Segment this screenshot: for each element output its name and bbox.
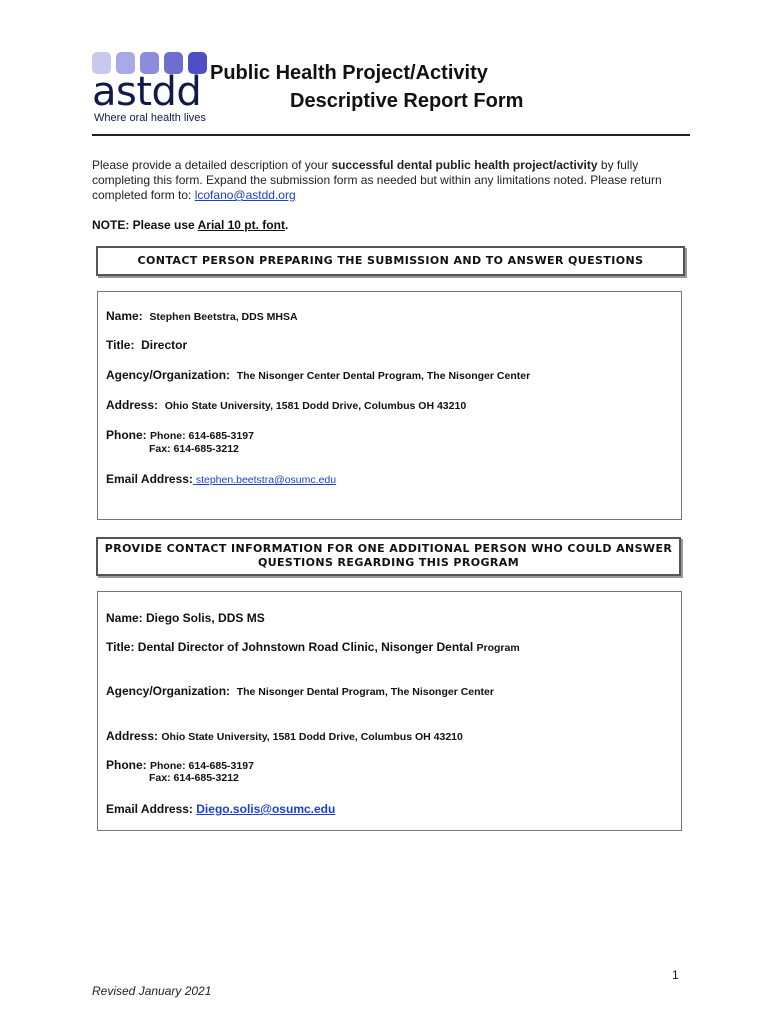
agency-label: Agency/Organization:	[106, 684, 231, 698]
page-number: 1	[672, 968, 679, 982]
title-label: Title:	[106, 338, 135, 352]
phone-value: Phone: 614-685-3197	[150, 430, 254, 442]
email-label: Email Address:	[106, 802, 193, 816]
intro-text-continued: by fully completing this form. Expand the submission form as needed but within any limitations noted. Please return completed form to:	[92, 158, 662, 202]
agency-row	[106, 368, 530, 382]
name-row	[106, 309, 298, 323]
title-tail: Program	[476, 642, 520, 654]
agency-row	[106, 684, 494, 698]
section2-header	[96, 537, 681, 576]
email-row	[106, 472, 336, 486]
title-row	[106, 338, 187, 352]
address-row	[106, 398, 466, 412]
agency-label: Agency/Organization:	[106, 368, 231, 382]
name-label: Name:	[106, 309, 143, 323]
fax-value: Fax: 614-685-3212	[149, 443, 239, 455]
note-end: .	[284, 218, 289, 232]
form-title-line2: Descriptive Report Form	[290, 90, 524, 112]
address-value: Ohio State University, 1581 Dodd Drive, Columbus OH 43210	[161, 731, 463, 743]
note-font: Arial 10 pt. font	[197, 218, 285, 232]
address-label: Address:	[106, 729, 159, 743]
email-link[interactable]: Diego.solis@osumc.edu	[196, 802, 336, 816]
fax-value: Fax: 614-685-3212	[149, 772, 239, 784]
phone-label: Phone:	[106, 428, 147, 442]
logo-tagline: Where oral health lives	[94, 112, 206, 124]
return-email-link[interactable]: lcofano@astdd.org	[194, 188, 296, 202]
email-row	[106, 802, 335, 816]
section1-contact-box	[97, 291, 682, 520]
intro-bold-text: successful dental public health project/activity	[331, 158, 598, 172]
address-row	[106, 729, 463, 743]
phone-value: Phone: 614-685-3197	[150, 760, 254, 772]
astdd-logo	[92, 52, 214, 128]
email-link[interactable]: stephen.beetstra@osumc.edu	[192, 474, 337, 486]
section2-header-line2: QUESTIONS REGARDING THIS PROGRAM	[257, 556, 520, 569]
intro-paragraph	[92, 158, 682, 203]
section1-header: CONTACT PERSON PREPARING THE SUBMISSION AND TO ANSWER QUESTIONS	[96, 246, 685, 276]
agency-value: The Nisonger Dental Program, The Nisonger Center	[236, 686, 494, 698]
phone-row	[106, 428, 254, 442]
email-label: Email Address:	[106, 472, 193, 486]
section2-contact-box	[97, 591, 682, 831]
name-row: Name: Diego Solis, DDS MS	[106, 611, 265, 625]
address-label: Address:	[106, 398, 159, 412]
note-label: NOTE: Please use	[92, 218, 198, 232]
title-divider	[92, 134, 690, 136]
font-note	[92, 218, 288, 232]
title-text: Title: Dental Director of Johnstown Road Clinic, Nisonger Dental	[106, 640, 477, 654]
section2-header-line1: PROVIDE CONTACT INFORMATION FOR ONE ADDITIONAL PERSON WHO COULD ANSWER	[104, 542, 673, 555]
address-value: Ohio State University, 1581 Dodd Drive, Columbus OH 43210	[164, 400, 467, 412]
phone-label: Phone:	[106, 758, 147, 772]
agency-value: The Nisonger Center Dental Program, The Nisonger Center	[236, 370, 531, 382]
title-row	[106, 640, 520, 654]
name-value: Stephen Beetstra, DDS MHSA	[149, 311, 298, 323]
form-title-line1: Public Health Project/Activity	[210, 62, 488, 84]
revised-date: Revised January 2021	[92, 984, 212, 998]
logo-wordmark: astdd	[92, 69, 202, 115]
title-value: Director	[141, 338, 188, 352]
intro-text: Please provide a detailed description of your	[92, 158, 332, 172]
phone-row	[106, 758, 254, 772]
